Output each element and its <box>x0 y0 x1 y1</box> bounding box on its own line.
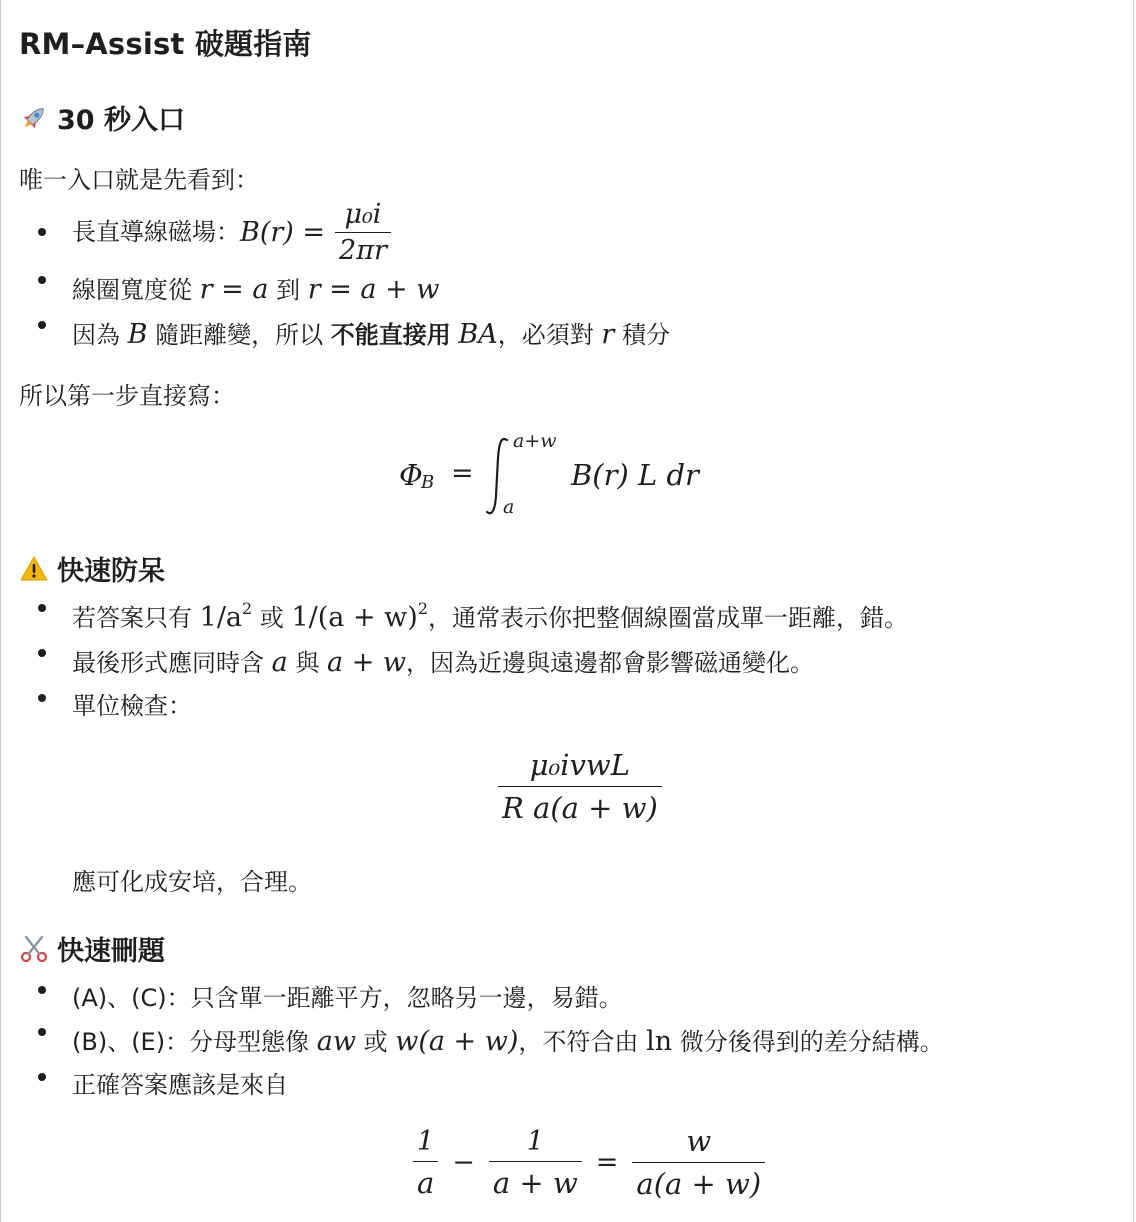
scissors-icon <box>19 934 49 964</box>
list-item: 最後形式應同時含 a 與 a + w，因為近邊與遠邊都會影響磁通變化。 <box>1 649 908 676</box>
warning-icon <box>19 554 49 584</box>
section-heading-entry <box>19 98 185 137</box>
warning-list <box>1 599 909 720</box>
list-item: 因為 B 隨距離變，所以 不能直接用 BA，必須對 r 積分 <box>1 321 670 348</box>
intro-text: 唯一入口就是先看到： <box>19 166 259 194</box>
unit-check-fraction: $\frac{\text{μ₀ivwL}}{\text{R a(a + w)}}$ <box>498 748 662 825</box>
flux-integral: Φ B = a+w a B(r) L dr <box>399 430 699 518</box>
cut-list <box>1 986 944 1097</box>
list-item: 若答案只有 $1/a^2$ 或 $1/(a + w)^2$，通常表示你把整個線圈當成單一距離，錯。 <box>1 604 908 631</box>
heading-text: 30 秒入口 <box>57 105 185 136</box>
rocket-icon <box>19 103 49 133</box>
heading-text: 快速防呆 <box>57 556 165 587</box>
heading-text: 快速刪題 <box>57 936 165 967</box>
fraction: $\frac{\text{μ₀i}}{2\pi r}$ <box>335 201 391 264</box>
page-title: RM–Assist 破題指南 <box>19 27 312 61</box>
list-item: 單位檢查： <box>1 694 908 718</box>
section-heading-cut <box>19 929 165 968</box>
difference-equation: $\frac{1}{a}$ − $\frac{1}{a + w}$ = $\frac{w}{a(a + w)}$ <box>413 1124 765 1201</box>
list-item: 正確答案應該是來自 <box>1 1073 944 1097</box>
entry-list <box>1 200 670 348</box>
list-item: (A)、(C)：只含單一距離平方，忽略另一邊，易錯。 <box>1 986 944 1010</box>
list-item: (B)、(E)：分母型態像 aw 或 w(a + w)，不符合由 ln 微分後得到的差分結構。 <box>1 1028 944 1055</box>
step-text: 所以第一步直接寫： <box>19 382 235 410</box>
section-heading-warning <box>19 549 165 588</box>
unit-note: 應可化成安培，合理。 <box>72 868 312 896</box>
list-item: 長直導線磁場： B(r) = $\frac{\text{μ₀i}}{2\pi r}$ <box>1 200 670 264</box>
list-item: 線圈寬度從 r = a 到 r = a + w <box>1 276 670 303</box>
